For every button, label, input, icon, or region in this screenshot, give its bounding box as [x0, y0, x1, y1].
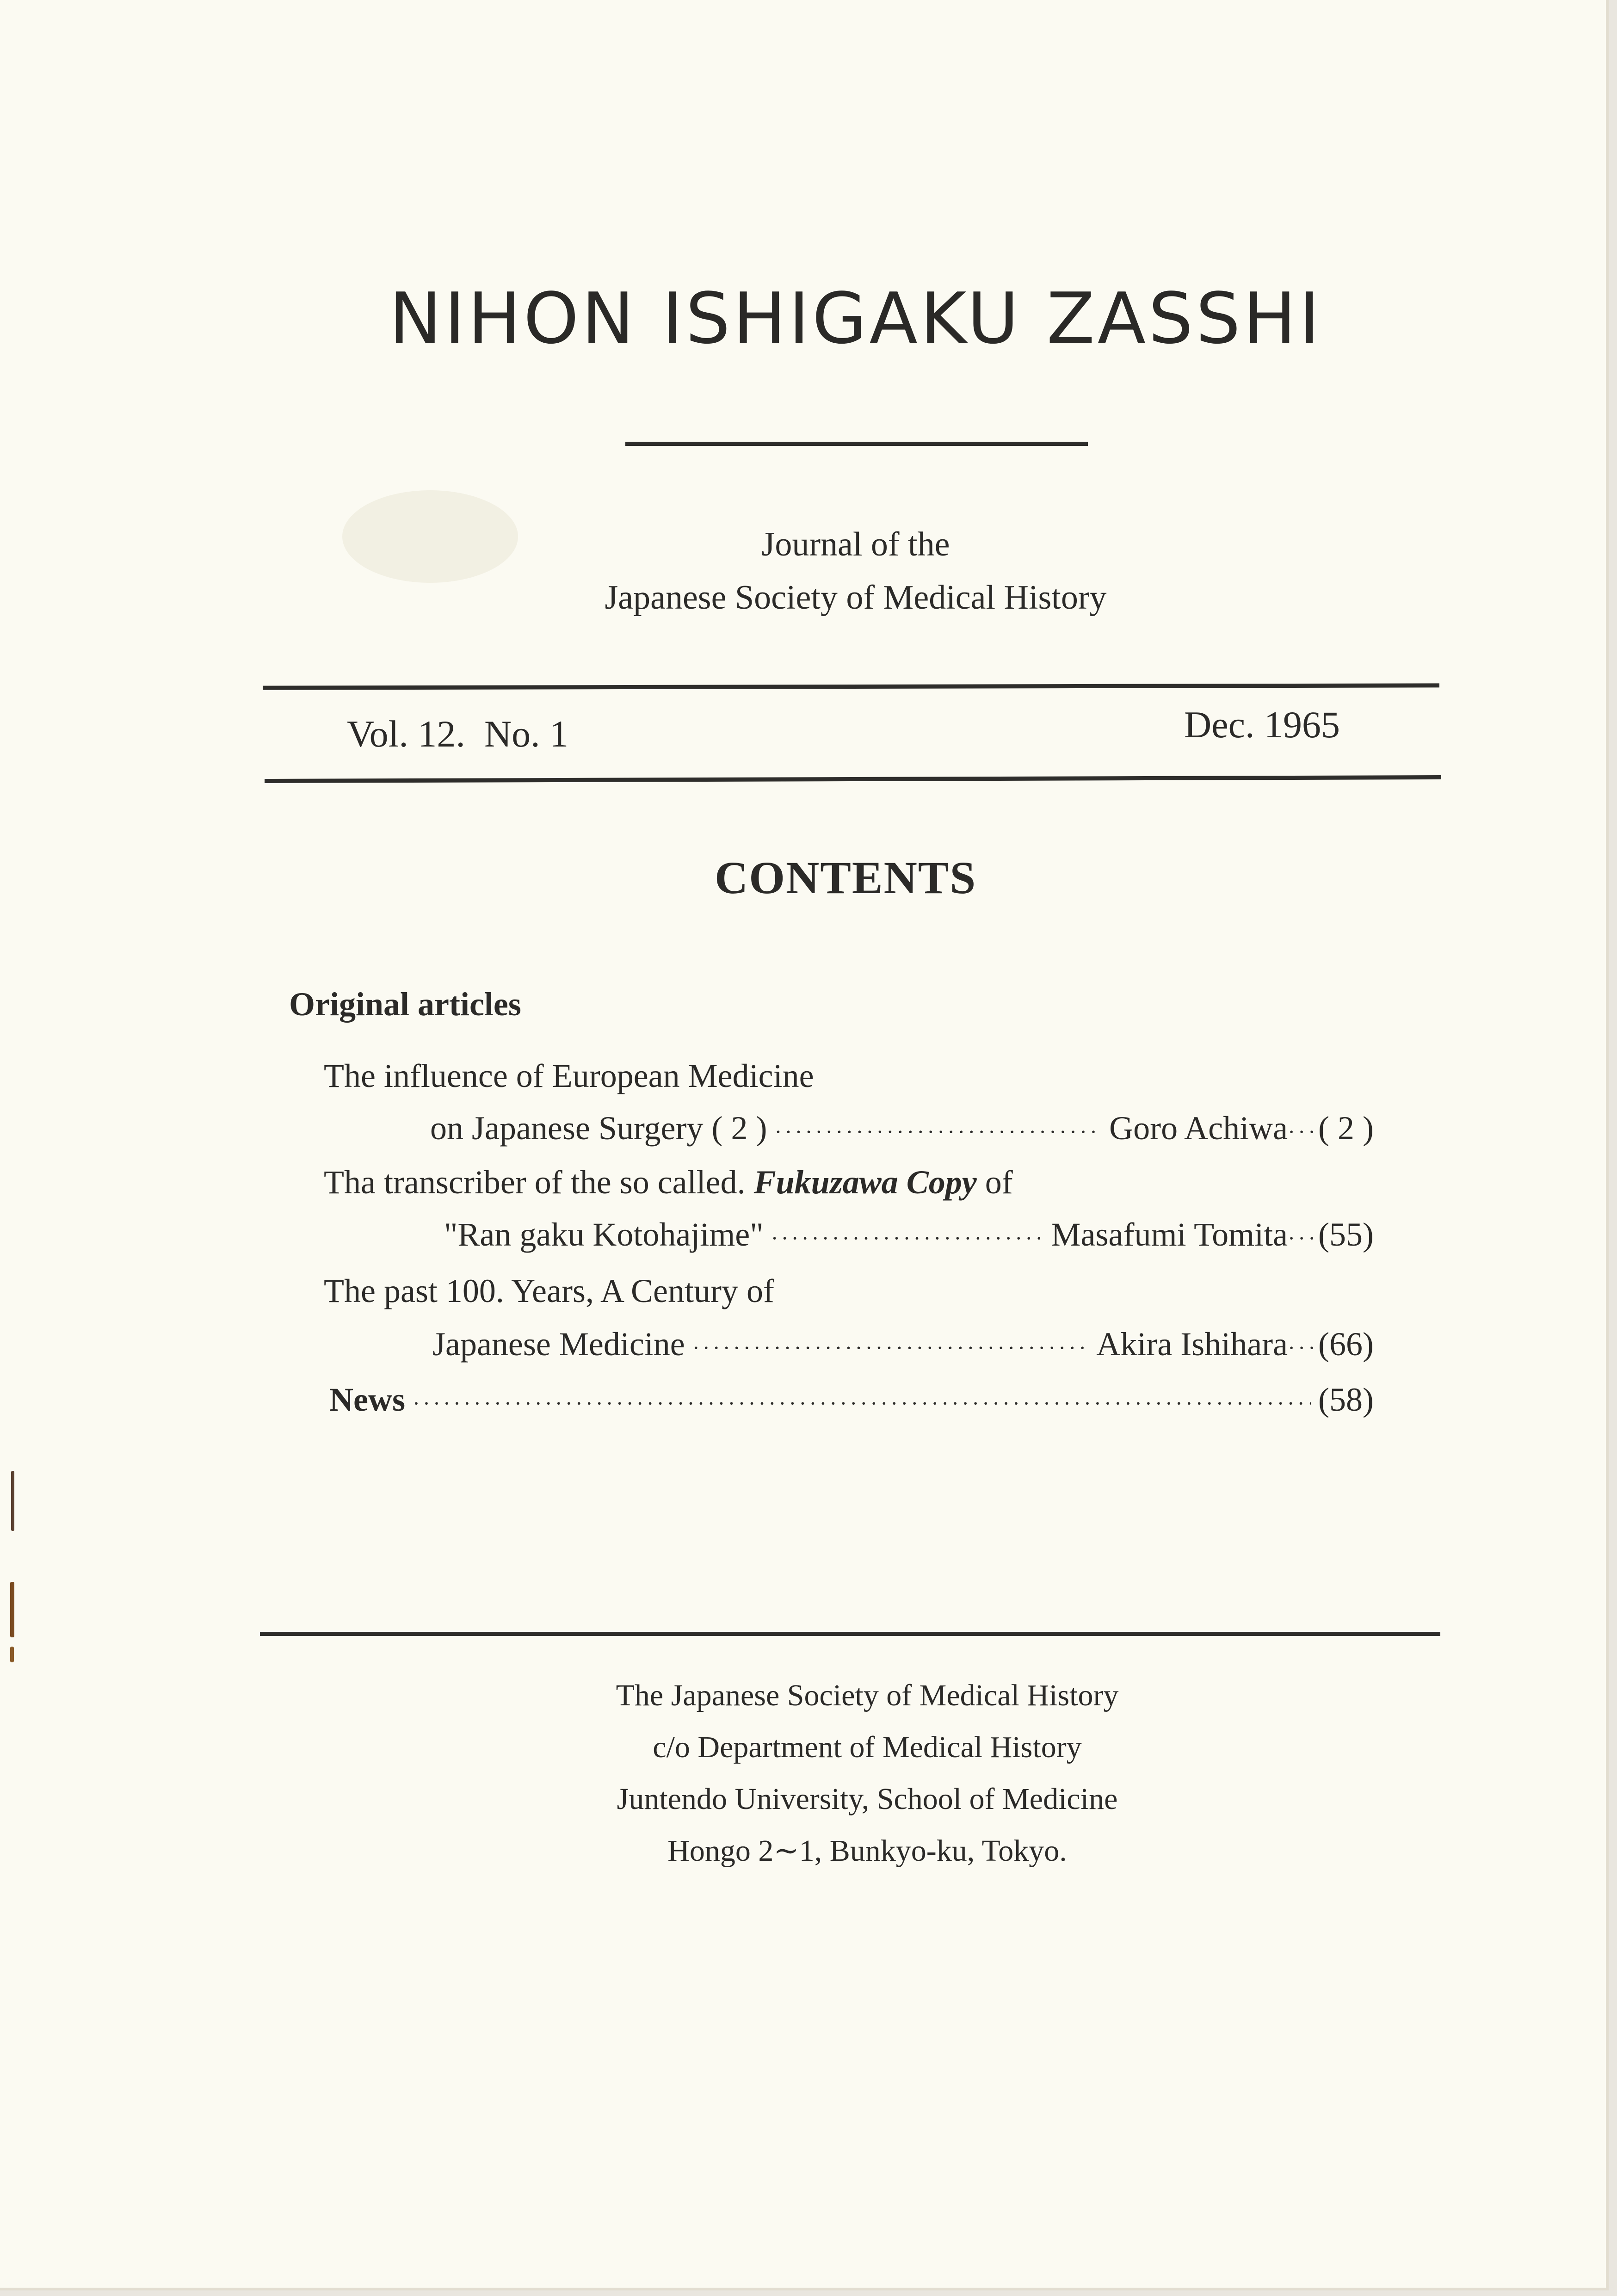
journal-title: NIHON ISHIGAKU ZASSHI [389, 278, 1323, 359]
footer-line-3: Juntendo University, School of Medicine [617, 1782, 1118, 1816]
left-edge-mark [11, 1471, 14, 1531]
article-3-title-line-2: Japanese Medicine [432, 1326, 685, 1363]
article-2-title-suffix: of [985, 1164, 1013, 1201]
article-3-page: (66) [1318, 1326, 1374, 1363]
subtitle-line-1: Journal of the [761, 525, 950, 563]
article-1-title-line-1: The influence of European Medicine [324, 1057, 814, 1094]
article-2-entry [444, 1216, 1374, 1254]
article-2-title-italic: Fukuzawa Copy [753, 1164, 977, 1201]
title-underline [625, 442, 1088, 446]
journal-subtitle [0, 518, 1617, 624]
issue-rule-top [263, 683, 1439, 690]
article-3-title-line-1: The past 100. Years, A Century of [324, 1272, 774, 1309]
footer-line-1: The Japanese Society of Medical History [616, 1679, 1119, 1712]
issue-date: Dec. 1965 [1184, 704, 1340, 746]
news-page: (58) [1318, 1381, 1374, 1418]
footer-line-2: c/o Department of Medical History [653, 1730, 1082, 1764]
leader-dots-short: ··· [1288, 1120, 1319, 1144]
article-3-entry [432, 1325, 1374, 1364]
issue-rule-bottom [265, 775, 1441, 783]
subtitle-line-2: Japanese Society of Medical History [605, 579, 1107, 617]
article-2-page: (55) [1318, 1216, 1374, 1253]
leader-dots [413, 1391, 1311, 1416]
issue-number: No. 1 [484, 713, 569, 755]
news-entry [329, 1381, 1374, 1419]
news-label: News [329, 1381, 405, 1418]
footer-rule [260, 1632, 1440, 1636]
article-1-author: Goro Achiwa [1109, 1110, 1288, 1147]
left-edge-mark [10, 1647, 14, 1662]
issue-volume-number [347, 712, 568, 756]
leader-dots [771, 1226, 1044, 1251]
section-heading: Original articles [289, 986, 521, 1023]
left-edge-mark [10, 1582, 14, 1637]
volume: Vol. 12. [347, 713, 465, 755]
footer-line-4: Hongo 2∼1, Bunkyo-ku, Tokyo. [667, 1834, 1067, 1868]
leader-dots-short: ··· [1288, 1336, 1319, 1360]
contents-heading: CONTENTS [715, 852, 977, 903]
article-1-title-line-2: on Japanese Surgery ( 2 ) [430, 1110, 767, 1147]
publisher-address [0, 1670, 1617, 1877]
article-2-title-line-2: "Ran gaku Kotohajime" [444, 1216, 764, 1253]
leader-dots-short: ··· [1288, 1226, 1319, 1251]
article-2-title-line-1 [324, 1163, 1013, 1202]
article-1-entry [430, 1109, 1374, 1148]
article-2-author: Masafumi Tomita [1051, 1216, 1288, 1253]
article-2-title-prefix: Tha transcriber of the so called. [324, 1164, 746, 1201]
leader-dots [774, 1119, 1102, 1145]
article-3-author: Akira Ishihara [1096, 1326, 1288, 1363]
article-1-page: ( 2 ) [1318, 1110, 1374, 1147]
leader-dots [692, 1335, 1089, 1361]
